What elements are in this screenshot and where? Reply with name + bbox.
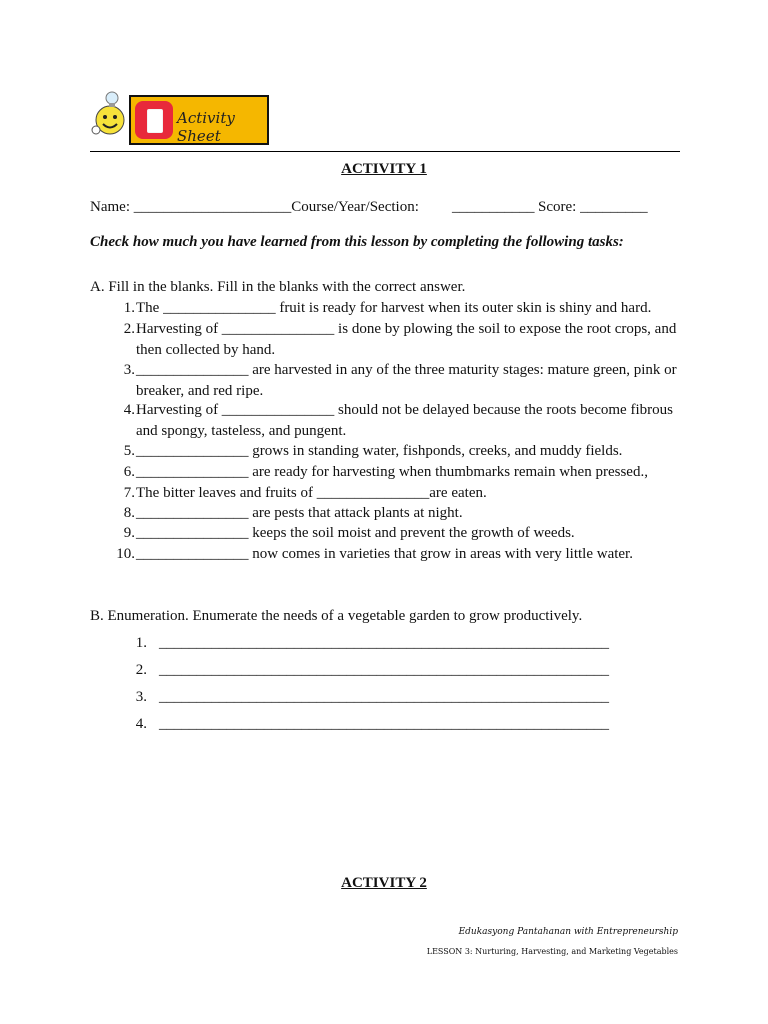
item-text: _______________ are harvested in any of the three maturity stages: mature green, pink or bbox=[136, 362, 677, 378]
answer-row bbox=[131, 689, 609, 706]
item-number: 2. bbox=[123, 321, 135, 337]
instruction-text: Check how much you have learned from this lesson by completing the following tasks: bbox=[90, 234, 624, 250]
answer-number: 3. bbox=[135, 689, 147, 705]
list-item bbox=[113, 464, 648, 481]
answer-number: 2. bbox=[135, 662, 147, 678]
item-number: 10. bbox=[116, 546, 135, 562]
lightbulb-smiley-icon bbox=[88, 90, 132, 144]
notebook-icon bbox=[135, 101, 173, 139]
item-number: 7. bbox=[123, 485, 135, 501]
answer-blank[interactable]: ____________________________________________________________ bbox=[159, 716, 609, 732]
item-text: _______________ now comes in varieties that grow in areas with very little water. bbox=[136, 546, 633, 562]
item-text: Harvesting of _______________ is done by plowing the soil to expose the root crops, and bbox=[136, 321, 677, 337]
item-text: _______________ are ready for harvesting when thumbmarks remain when pressed., bbox=[136, 464, 648, 480]
item-text: _______________ grows in standing water, fishponds, creeks, and muddy fields. bbox=[136, 443, 623, 459]
score-field[interactable]: Score: _________ bbox=[538, 199, 648, 215]
section-b-label: B. Enumeration. Enumerate the needs of a vegetable garden to grow productively. bbox=[90, 608, 583, 624]
answer-blank[interactable]: ____________________________________________________________ bbox=[159, 689, 609, 705]
item-number: 6. bbox=[123, 464, 135, 480]
item-text: and spongy, tasteless, and pungent. bbox=[136, 423, 347, 439]
item-number: 3. bbox=[123, 362, 135, 378]
course-field[interactable]: ___________ bbox=[452, 199, 535, 215]
answer-row bbox=[131, 635, 609, 652]
name-field[interactable]: Name: _____________________ bbox=[90, 199, 292, 215]
list-item bbox=[113, 485, 487, 502]
footer-subject: Edukasyong Pantahanan with Entrepreneurship bbox=[458, 927, 678, 937]
answer-row bbox=[131, 716, 609, 733]
name-line bbox=[90, 199, 419, 216]
item-text: breaker, and red ripe. bbox=[136, 383, 264, 399]
activity-1-heading: ACTIVITY 1 bbox=[341, 161, 427, 177]
footer-lesson: LESSON 3: Nurturing, Harvesting, and Marketing Vegetables bbox=[426, 947, 678, 956]
list-item bbox=[113, 546, 633, 563]
banner-title: Activity Sheet bbox=[177, 109, 235, 145]
item-text: The bitter leaves and fruits of _______________are eaten. bbox=[136, 485, 487, 501]
answer-blank[interactable]: ____________________________________________________________ bbox=[159, 662, 609, 678]
item-number: 1. bbox=[123, 300, 135, 316]
list-item bbox=[113, 525, 575, 542]
list-item bbox=[113, 402, 673, 439]
item-text: _______________ keeps the soil moist and prevent the growth of weeds. bbox=[136, 525, 575, 541]
item-number: 8. bbox=[123, 505, 135, 521]
answer-row bbox=[131, 662, 609, 679]
answer-number: 1. bbox=[135, 635, 147, 651]
item-number: 9. bbox=[123, 525, 135, 541]
list-item bbox=[113, 362, 677, 399]
header-divider bbox=[90, 151, 680, 152]
item-number: 4. bbox=[123, 402, 135, 418]
list-item bbox=[113, 443, 623, 460]
item-text: _______________ are pests that attack plants at night. bbox=[136, 505, 463, 521]
course-label: Course/Year/Section: bbox=[291, 199, 419, 215]
activity-sheet-banner bbox=[129, 95, 269, 145]
answer-blank[interactable]: ____________________________________________________________ bbox=[159, 635, 609, 651]
item-text: The _______________ fruit is ready for harvest when its outer skin is shiny and hard. bbox=[136, 300, 652, 316]
list-item bbox=[113, 321, 677, 358]
activity-2-heading: ACTIVITY 2 bbox=[341, 875, 427, 891]
answer-number: 4. bbox=[135, 716, 147, 732]
list-item bbox=[113, 505, 463, 522]
item-text: then collected by hand. bbox=[136, 342, 276, 358]
section-a-label: A. Fill in the blanks. Fill in the blanks with the correct answer. bbox=[90, 279, 466, 295]
list-item bbox=[113, 300, 652, 317]
item-text: Harvesting of _______________ should not be delayed because the roots become fibrous bbox=[136, 402, 673, 418]
item-number: 5. bbox=[123, 443, 135, 459]
